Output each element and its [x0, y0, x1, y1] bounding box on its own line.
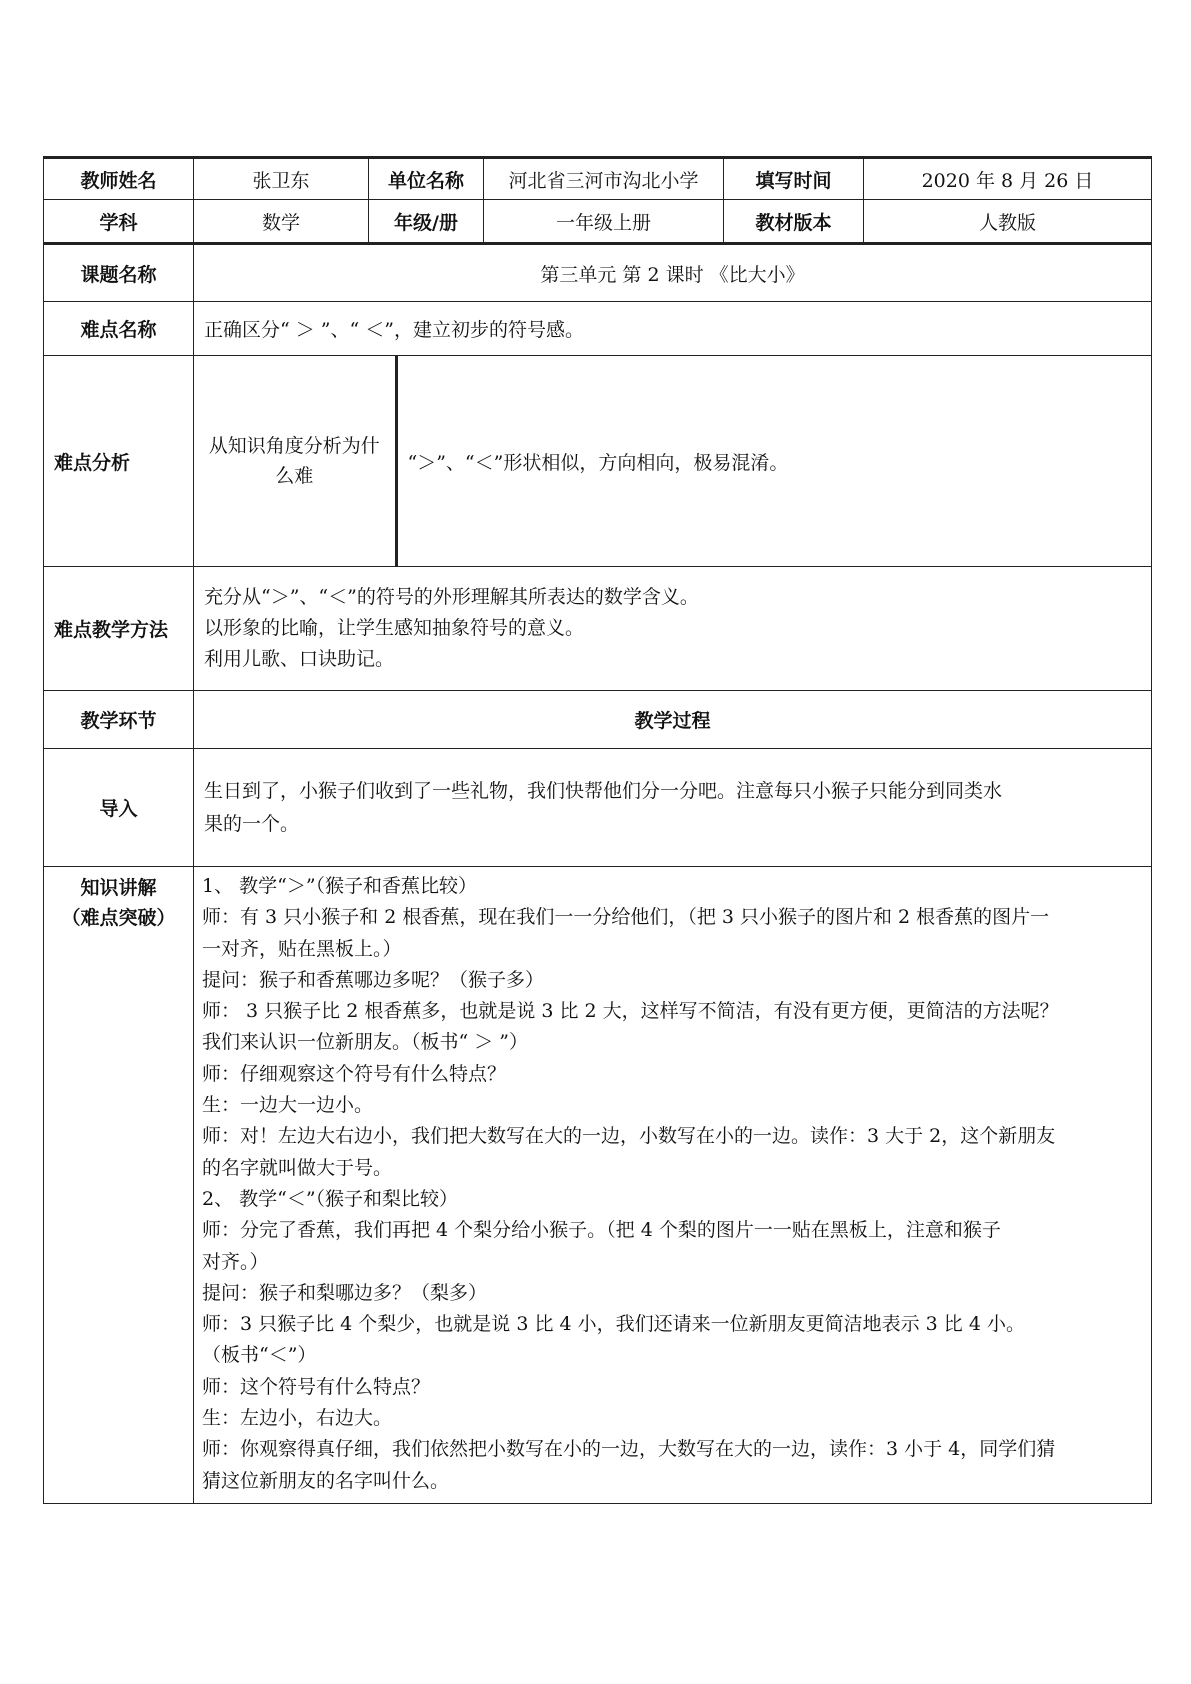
knowledge-row: [44, 867, 1152, 1504]
difficulty-value: 正确区分“ ＞ ”、“ ＜”，建立初步的符号感。: [194, 302, 1152, 356]
knowledge-line: 师： 3 只猴子比 2 根香蕉多，也就是说 3 比 2 大，这样写不简洁，有没有更方便，更简洁的方法呢？: [202, 1000, 1059, 1023]
knowledge-content: [194, 867, 1152, 1504]
header-row-1: [44, 158, 1152, 200]
analysis-label: 难点分析: [44, 356, 194, 567]
intro-line: 生日到了，小猴子们收到了一些礼物，我们快帮他们分一分吧。注意每只小猴子只能分到同类水: [204, 779, 1003, 802]
knowledge-line: 生：一边大一边小。: [202, 1094, 374, 1117]
knowledge-line: 师：3 只猴子比 4 个梨少，也就是说 3 比 4 小，我们还请来一位新朋友更简洁地表示 3 比 4 小。: [202, 1313, 1025, 1336]
knowledge-line: 一对齐，贴在黑板上。）: [202, 937, 402, 960]
knowledge-line: 的名字就叫做大于号。: [202, 1156, 393, 1179]
intro-row: [44, 749, 1152, 867]
knowledge-line: 师：对！左边大右边小，我们把大数写在大的一边，小数写在小的一边。读作：3 大于 2，这个新朋友: [202, 1125, 1056, 1148]
process-header-row: [44, 691, 1152, 749]
method-label: 难点教学方法: [44, 567, 194, 691]
intro-label: 导入: [44, 749, 194, 867]
topic-row: [44, 244, 1152, 302]
knowledge-line: 师：有 3 只小猴子和 2 根香蕉，现在我们一一分给他们，（把 3 只小猴子的图片和 2 根香蕉的图片一: [202, 906, 1050, 929]
knowledge-line: 师：这个符号有什么特点？: [202, 1375, 431, 1398]
topic-label: 课题名称: [44, 244, 194, 302]
knowledge-line: 对齐。）: [202, 1250, 269, 1273]
analysis-value: “＞”、“＜”形状相似，方向相向，极易混淆。: [396, 356, 1151, 566]
knowledge-line: 师：分完了香蕉，我们再把 4 个梨分给小猴子。（把 4 个梨的图片一一贴在黑板上，注意和猴子: [202, 1219, 1001, 1242]
method-line: 利用儿歌、口诀助记。: [204, 648, 395, 670]
knowledge-label: [44, 867, 194, 1504]
header-row-2: [44, 200, 1152, 244]
method-content: [194, 567, 1152, 691]
intro-line: 果的一个。: [204, 812, 300, 835]
analysis-sub-label: 从知识角度分析为什么难: [208, 435, 380, 487]
topic-value: 第三单元 第 2 课时 《比大小》: [194, 244, 1152, 302]
process-value: 教学过程: [194, 691, 1152, 749]
unit-value: 河北省三河市沟北小学: [484, 158, 724, 200]
difficulty-label: 难点名称: [44, 302, 194, 356]
grade-label: 年级/册: [369, 200, 484, 244]
process-label: 教学环节: [44, 691, 194, 749]
method-line: 以形象的比喻，让学生感知抽象符号的意义。: [204, 617, 585, 639]
knowledge-line: （板书“＜”）: [202, 1344, 317, 1367]
lesson-plan-sheet: [43, 156, 1151, 1504]
edition-label: 教材版本: [724, 200, 864, 244]
grade-value: 一年级上册: [484, 200, 724, 244]
difficulty-row: [44, 302, 1152, 356]
teacher-label: 教师姓名: [44, 158, 194, 200]
knowledge-label-line-2: （难点突破）: [61, 907, 176, 929]
teacher-value: 张卫东: [194, 158, 369, 200]
unit-label: 单位名称: [369, 158, 484, 200]
knowledge-line: 1、 教学“＞”（猴子和香蕉比较）: [202, 875, 478, 897]
knowledge-line: 提问：猴子和梨哪边多？（梨多）: [202, 1281, 488, 1304]
analysis-row: [44, 356, 1152, 567]
knowledge-line: 2、 教学“＜”（猴子和梨比较）: [202, 1187, 459, 1210]
knowledge-line: 提问：猴子和香蕉哪边多呢？（猴子多）: [202, 968, 545, 991]
edition-value: 人教版: [864, 200, 1152, 244]
knowledge-line: 猜这位新朋友的名字叫什么。: [202, 1469, 450, 1492]
date-value: 2020 年 8 月 26 日: [864, 158, 1152, 200]
method-row: [44, 567, 1152, 691]
lesson-plan-table: [43, 156, 1152, 1504]
knowledge-line: 师：仔细观察这个符号有什么特点？: [202, 1062, 507, 1085]
intro-content: [194, 749, 1152, 867]
knowledge-line: 生：左边小，右边大。: [202, 1407, 393, 1430]
knowledge-label-line-1: 知识讲解: [80, 877, 157, 899]
method-line: 充分从“＞”、“＜”的符号的外形理解其所表达的数学含义。: [204, 586, 699, 608]
date-label: 填写时间: [724, 158, 864, 200]
subject-label: 学科: [44, 200, 194, 244]
knowledge-line: 我们来认识一位新朋友。（板书“ ＞ ”）: [202, 1031, 529, 1054]
knowledge-line: 师：你观察得真仔细，我们依然把小数写在小的一边，大数写在大的一边，读作：3 小于 4，同学们猜: [202, 1438, 1056, 1461]
subject-value: 数学: [194, 200, 369, 244]
